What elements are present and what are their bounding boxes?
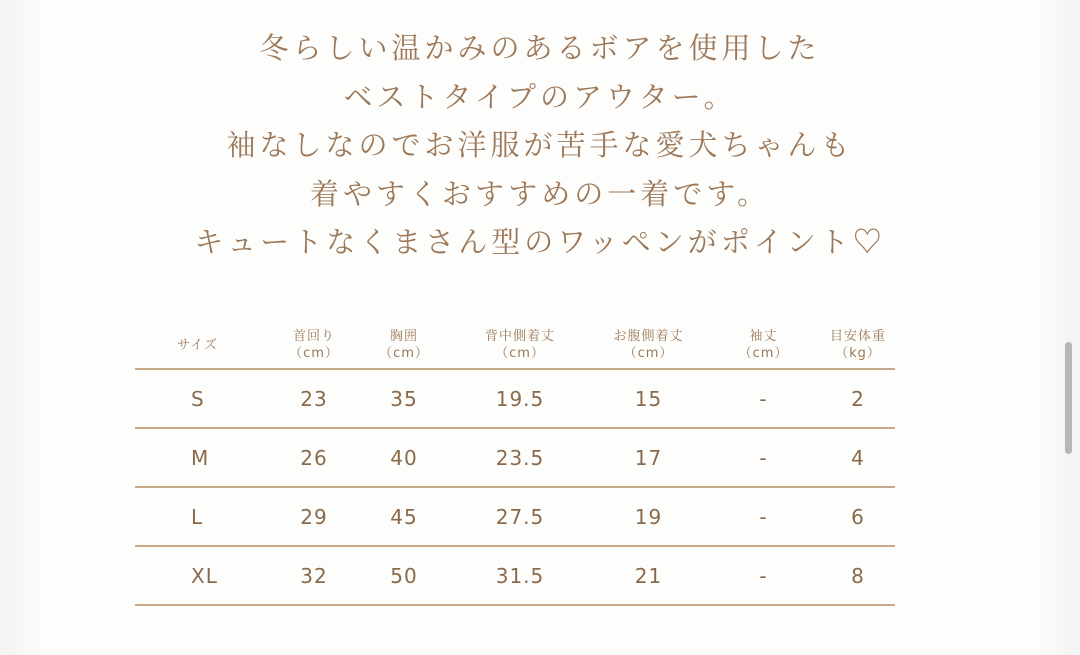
- table-cell: 4: [851, 445, 865, 470]
- table-cell: 21: [634, 563, 663, 588]
- table-cell: -: [759, 563, 768, 588]
- table-row: [135, 546, 895, 605]
- description-line: 冬らしい温かみのあるボアを使用した: [259, 31, 821, 65]
- table-cell: 35: [390, 386, 418, 411]
- table-cell: 26: [300, 445, 328, 470]
- header-label: 袖丈: [749, 329, 778, 344]
- table-cell: 40: [390, 445, 418, 470]
- table-cell: L: [191, 504, 204, 529]
- table-cell: XL: [191, 563, 218, 588]
- header-chest: [359, 322, 449, 369]
- table-cell: 29: [300, 504, 328, 529]
- description-line: 着やすくおすすめの一着です。: [310, 176, 770, 211]
- header-sleeve-length: [706, 322, 821, 369]
- table-cell: S: [191, 386, 205, 411]
- table-row: [135, 487, 895, 546]
- table-cell: 2: [851, 386, 865, 411]
- table-cell: 23: [300, 386, 328, 411]
- header-unit: （cm）: [379, 346, 429, 361]
- description-line: 袖なしなのでお洋服が苦手な愛犬ちゃんも: [226, 128, 854, 162]
- table-row: [135, 428, 895, 487]
- table-cell: 23.5: [495, 445, 545, 470]
- header-weight: [821, 322, 895, 369]
- header-back-length: [449, 322, 591, 369]
- table-cell: -: [759, 504, 768, 529]
- description-line: ベストタイプのアウター。: [343, 79, 737, 114]
- size-chart-table: [135, 322, 895, 606]
- table-cell: M: [191, 445, 210, 470]
- product-description: [0, 24, 1080, 267]
- table-cell: 17: [634, 445, 663, 470]
- header-unit: （cm）: [623, 346, 674, 361]
- table-cell: 27.5: [495, 504, 545, 529]
- header-unit: （cm）: [738, 346, 789, 361]
- table-cell: 6: [851, 504, 865, 529]
- header-label: 背中側着丈: [484, 329, 555, 344]
- table-cell: 8: [851, 563, 865, 588]
- header-label: 胸囲: [389, 329, 418, 344]
- scrollbar-thumb[interactable]: [1065, 342, 1072, 454]
- table-cell: 31.5: [495, 563, 545, 588]
- header-unit: （cm）: [289, 346, 339, 361]
- table-cell: 32: [300, 563, 328, 588]
- table-cell: -: [759, 445, 768, 470]
- header-label: 目安体重: [829, 329, 886, 344]
- header-label: サイズ: [177, 337, 218, 353]
- header-neck: [269, 322, 359, 369]
- header-label: 首回り: [292, 329, 335, 344]
- table-cell: 19: [634, 504, 663, 529]
- table-cell: -: [759, 386, 768, 411]
- header-label: お腹側着丈: [613, 329, 684, 344]
- table-header-row: [135, 322, 895, 369]
- header-unit: （cm）: [495, 346, 545, 361]
- table-cell: 45: [390, 504, 418, 529]
- table-cell: 15: [634, 386, 663, 411]
- description-line: キュートなくまさん型のワッペンがポイント♡: [194, 225, 886, 259]
- table-row: [135, 369, 895, 428]
- header-size: [135, 322, 269, 369]
- header-unit: （kg）: [835, 346, 881, 361]
- table-cell: 19.5: [495, 386, 545, 411]
- table-cell: 50: [390, 563, 418, 588]
- header-belly-length: [591, 322, 706, 369]
